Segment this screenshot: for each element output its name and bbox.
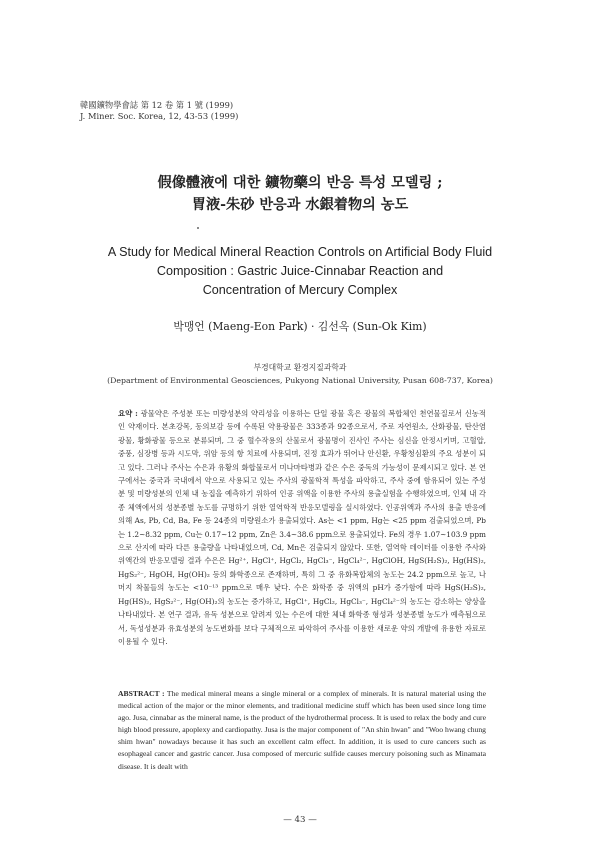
korean-abstract-text: 광물약은 주성분 또는 미량성분의 약리성을 이용하는 단일 광물 혹은 광물의 복합체인 천연물질로서 신농적인 약재이다. 본초강목, 동의보감 등에 수록된 약용광물은 333종과 92종으로서, 주로 자연원소, 산화광물, 탄산염광물, 황화광물 등으로 분류되며, 그 중 혈수작용의 산물로서 광물명이 진사인 주사는 심신을 안정시키며, 고혈압, 중풍, 심장병 등과 시도막, 위암 등의 항 치료에 사용되며, 진정 효과가 뛰어나 안신환, 우황청심환의 주요 성분이 되고 있다. 그러나 주사는 수은과 유황의 화합물로서 미나마타병과 같은 수은 중독의 가능성이 문제시되고 있다. 본 연구에서는 중국과 국내에서 약으로 사용되고 있는 주사의 광물학적 특성을 파악하고, 주사 중에 함유되어 있는 주성분 및 미량성분의 인체 내 농집을 예측하기 위하여 인공 위액을 이용한 주사의 용출실험을 수행하였으며, 인체 내 각종 체액에서의 성분종별 농도를 규명하기 위한 열역학적 반응모델링을 실시하였다. 인공위액과 주사의 용출 반응에 의해 As, Pb, Cd, Ba, Fe 등 24종의 미량원소가 용출되었다. As는 <1 ppm, Hg는 <25 ppm 검출되었으며, Pb는 1.2~8.32 ppm, Cu는 0.17~12 ppm, Zn은 3.4~38.6 ppm으로 용출되었다. Fe의 경우 1.07~103.9 ppm으로 산지에 따라 다른 용출량을 나타내었으며, Cd, Mn은 검출되지 않았다. 또한, 열역학 데이터를 이용한 주사와 위액간의 반응모델링 결과 수은은 Hg²⁺, HgCl⁺, HgCl₂, HgCl₃⁻, HgCl₄²⁻, HgClOH, HgS(H₂S)₂, Hg(HS)₂, HgS₂²⁻, HgOH, Hg(OH)₂ 등의 화학종으로 존재하며, 특히 그 중 유화복합체의 농도는 24.2 ppm으로 높고, 나머지 착물들의 농도는 <10⁻¹³ ppm으로 매우 낮다. 수은 화학종 중 위액의 pH가 증가함에 따라 HgS(H₂S)₂, Hg(HS)₂, HgS₂²⁻, Hg(OH)₂의 농도는 증가하고, HgCl⁺, HgCl₂, HgCl₃⁻, HgCl₄²⁻의 농도는 감소하는 양상을 나타내었다. 본 연구 결과, 유독 성분으로 알려져 있는 수은에 대한 체내 화학종 형성과 성분종별 농도가 예측됨으로서, 독성성분과 유효성분의 농도변화를 보다 구체적으로 파악하여 주사를 이용한 새로운 약의 개발에 유용한 자료로 이용될 수 있다.: [118, 409, 486, 646]
journal-header: [80, 100, 238, 122]
korean-title-line-2: 胃液-朱砂 반응과 水銀着物의 농도: [191, 197, 409, 213]
journal-citation-english: J. Miner. Soc. Korea, 12, 43-53 (1999): [80, 111, 239, 121]
affiliation-english: (Department of Environmental Geosciences, Pukyong National University, Pusan 608-737, Korea): [107, 376, 493, 385]
page-number: — 43 —: [283, 815, 317, 825]
stray-mark: [197, 227, 199, 229]
affiliation-korean: 부경대학교 환경지질과학과: [253, 363, 347, 372]
authors: 박맹언 (Maeng-Eon Park) · 김선옥 (Sun-Ok Kim): [173, 320, 427, 333]
korean-abstract-label: 요약 :: [118, 409, 138, 418]
english-title-line-1: A Study for Medical Mineral Reaction Controls on Artificial Body Fluid: [107, 245, 493, 259]
korean-title-line-1: 假像體液에 대한 鑛物藥의 반응 특성 모델링 ;: [157, 175, 443, 191]
journal-citation-korean: 韓國鑛物學會誌 第 12 卷 第 1 號 (1999): [80, 100, 234, 110]
korean-abstract: [118, 407, 486, 662]
english-title-line-3: Concentration of Mercury Complex: [202, 283, 398, 297]
english-abstract: [118, 688, 486, 808]
english-title-line-2: Composition : Gastric Juice-Cinnabar Reaction and: [156, 264, 444, 278]
english-abstract-label: ABSTRACT :: [118, 689, 165, 698]
english-abstract-text: The medical mineral means a single mineral or a complex of minerals. It is natural material using the medical action of the major or the minor elements, and traditional medicine stuff which has been used since long time ago. Jusa, cinnabar as the mineral name, is the product of the hydrothermal process. It is used to relax the body and cure high blood pressure, apoplexy and cardiopathy. Jusa is the major component of "An shin hwan" and "Woo hwang chung shim hwan" nowadays because it has such an excellent calm effect. In addition, it is used to cure cancers such as esophageal cancer and gastric cancer. Jusa composed of mercuric sulfide causes mercury poisoning such as Minamata disease. It is dealt with: [118, 689, 486, 771]
